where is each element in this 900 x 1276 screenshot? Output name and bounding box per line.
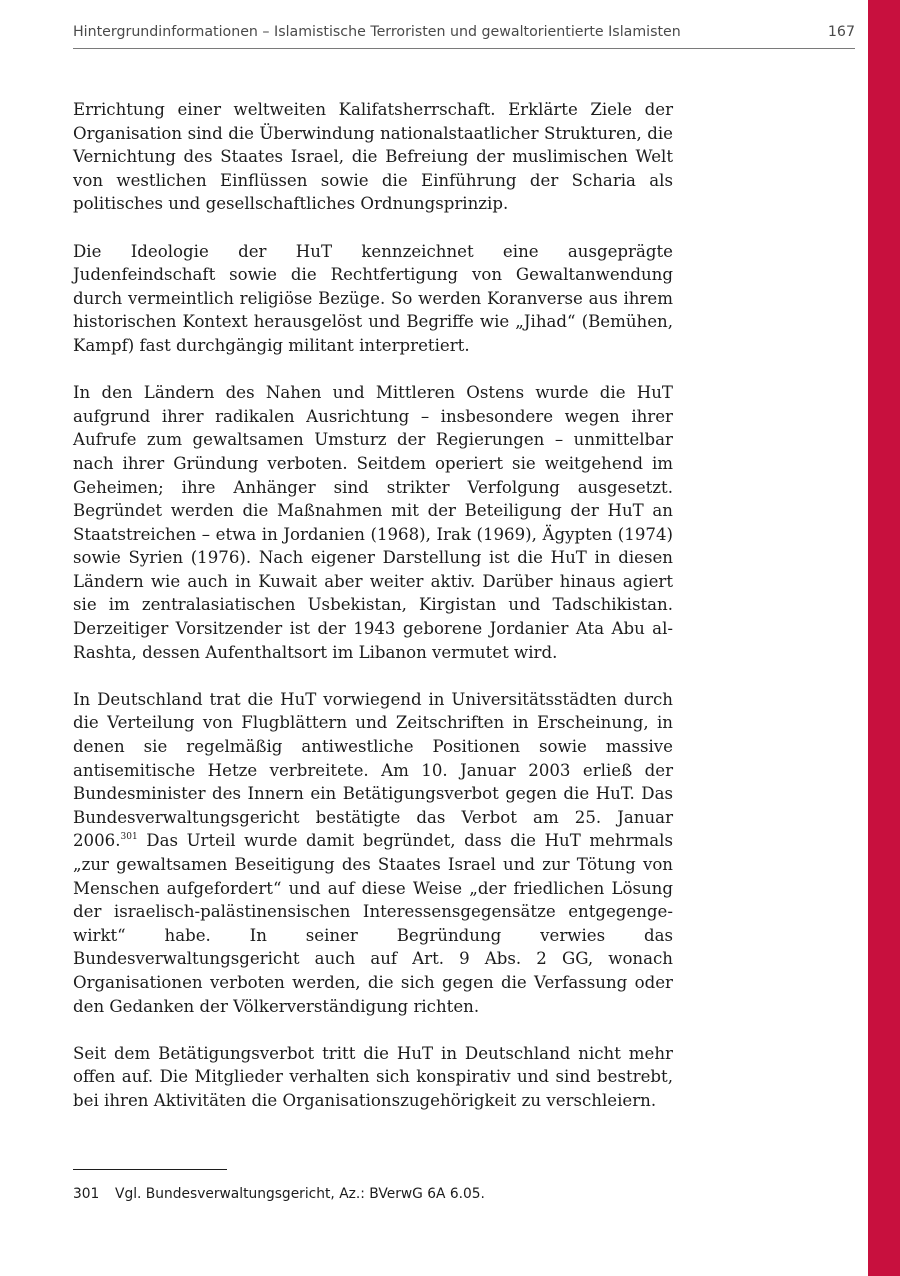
footnote (73, 1186, 673, 1202)
paragraph-2: Die Ideologie der HuT kennzeichnet eine ausgeprägte Judenfeindschaft sowie die Rechtfertigung von Gewaltanwendung durch vermeintlich religiöse Bezüge. So werden Koranverse aus ihrem historischen Kontext herausgelöst und Begriffe wie „Jihad“ (Bemühen, Kampf) fast durchgängig militant interpretiert. (73, 241, 673, 355)
header-title: Hintergrundinformationen – Islamistische Terroristen und gewaltorientierte Islamisten (73, 24, 681, 40)
body-text (73, 98, 673, 1136)
footnote-text: Vgl. Bundesverwaltungsgericht, Az.: BVerwG 6A 6.05. (115, 1186, 485, 1202)
paragraph-4-text-b: Das Urteil wurde damit begründet, dass die HuT mehrmals „zur gewaltsamen Beseitigung des Staates Israel und zur Tötung von Menschen aufgefordert“ und auf diese Weise „der friedlichen Lösung der israelisch-palästinensischen Interessensgegensätze entgegengewirkt“ habe. In seiner Begründung verwies das Bundesverwaltungsgericht auch auf Art. 9 Abs. 2 GG, wonach Organisationen verboten werden, die sich gegen die Verfassung oder den Gedanken der Völkerverständigung richten. (73, 831, 673, 1016)
paragraph-4 (73, 688, 673, 1018)
footnote-reference[interactable]: 301 (120, 831, 138, 842)
side-accent-bar (868, 0, 900, 1276)
running-header (73, 24, 855, 48)
header-divider (73, 48, 855, 49)
footnote-number: 301 (73, 1186, 100, 1202)
paragraph-1: Errichtung einer weltweiten Kalifatsherrschaft. Erklärte Ziele der Organisation sind die Überwindung nationalstaatlicher Strukturen, die Vernichtung des Staates Israel, die Befreiung der muslimischen Welt von westlichen Einflüssen sowie die Einführung der Scharia als politisches und gesellschaftliches Ordnungsprinzip. (73, 100, 673, 214)
footnote-divider (73, 1169, 227, 1170)
page-number: 167 (827, 24, 855, 40)
paragraph-4-text-a: In Deutschland trat die HuT vorwiegend in Universitätsstädten durch die Verteilung von Flugblättern und Zeitschriften in Erscheinung, in denen sie regelmäßig antiwestliche Positionen sowie massive antisemitische Hetze verbreitete. Am 10. Januar 2003 erließ der Bundesminister des Innern ein Betätigungsverbot gegen die HuT. Das Bundesverwaltungsgericht bestätigte das Verbot am 25. Januar 2006. (73, 689, 673, 851)
paragraph-5: Seit dem Betätigungsverbot tritt die HuT in Deutschland nicht mehr offen auf. Die Mitglieder verhalten sich konspirativ und sind bestrebt, bei ihren Aktivitäten die Organisationszugehörigkeit zu verschleiern. (73, 1043, 673, 1110)
paragraph-3: In den Ländern des Nahen und Mittleren Ostens wurde die HuT aufgrund ihrer radikalen Ausrichtung – insbesondere wegen ihrer Aufrufe zum gewaltsamen Umsturz der Regierungen – unmittelbar nach ihrer Gründung verboten. Seitdem operiert sie weitgehend im Geheimen; ihre Anhänger sind strikter Verfolgung ausgesetzt. Begründet werden die Maßnahmen mit der Beteiligung der HuT an Staatstreichen – etwa in Jordanien (1968), Irak (1969), Ägypten (1974) sowie Syrien (1976). Nach eigener Darstellung ist die HuT in diesen Ländern wie auch in Kuwait aber weiter aktiv. Darüber hinaus agiert sie im zentralasiatischen Usbekistan, Kirgistan und Tadschikistan. Derzeitiger Vorsitzender ist der 1943 geborene Jordanier Ata Abu al-Rashta, dessen Aufenthaltsort im Libanon vermutet wird. (73, 383, 673, 662)
